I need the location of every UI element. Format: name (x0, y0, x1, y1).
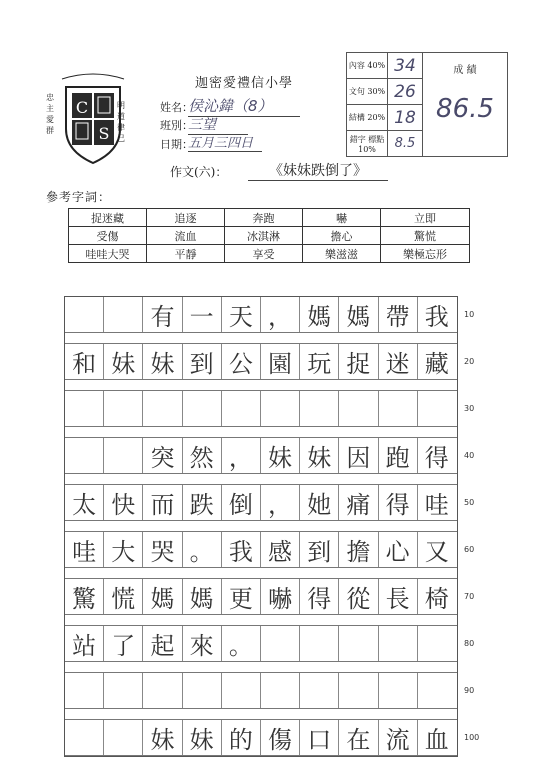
grid-cell (300, 391, 339, 426)
grid-cell (143, 391, 182, 426)
grid-cell: ， (222, 438, 261, 473)
grid-cell: ， (261, 297, 300, 332)
grid-gap-row (65, 662, 457, 673)
grid-cell (300, 673, 339, 708)
grid-cell: 心 (379, 532, 418, 567)
grid-cell (339, 626, 378, 661)
grid-row (65, 297, 457, 333)
grid-cell: 我 (222, 532, 261, 567)
total-score: 86.5 (436, 94, 494, 124)
grid-cell: 妹 (183, 720, 222, 755)
grid-cell: 長 (379, 579, 418, 614)
grid-row-number: 90 (464, 686, 475, 695)
date-value: 五月三四日 (188, 132, 262, 152)
score-typo: 8.5 (388, 131, 423, 157)
grid-cell: 感 (261, 532, 300, 567)
grid-cell: 妹 (104, 344, 143, 379)
score-content: 34 (388, 53, 423, 79)
grid-row-number: 20 (464, 357, 475, 366)
grid-cell (65, 673, 104, 708)
grid-row-number: 100 (464, 733, 480, 742)
grid-cell: 椅 (424, 585, 449, 613)
grid-cell: 倒 (222, 485, 261, 520)
grid-cell: 然 (183, 438, 222, 473)
grid-cell: 妹 (143, 720, 182, 755)
ref-word: 享受 (225, 245, 303, 263)
grid-cell: 。 (183, 532, 222, 567)
grid-gap-row (65, 615, 457, 626)
grid-cell: 得 (300, 579, 339, 614)
grid-cell: 妹 (143, 344, 182, 379)
grid-cell: 哇 (65, 532, 104, 567)
grid-cell (379, 391, 418, 426)
grid-cell: 起 (143, 626, 182, 661)
grid-cell: 園 (261, 344, 300, 379)
grid-gap-row (65, 709, 457, 720)
school-name: 迦密愛禮信小學 (195, 76, 294, 91)
ref-word: 擔心 (303, 227, 381, 245)
class-label: 班別： (160, 119, 193, 132)
ref-word: 樂滋滋 (303, 245, 381, 263)
ref-word: 平靜 (147, 245, 225, 263)
grid-cell: 痛 (339, 485, 378, 520)
grid-cell: 藏 (424, 350, 449, 378)
grid-cell: 妹 (261, 438, 300, 473)
grid-cell: 傷 (261, 720, 300, 755)
grid-cell: 站 (65, 626, 104, 661)
grid-cell: 。 (222, 626, 261, 661)
grid-cell: 口 (300, 720, 339, 755)
grid-cell (65, 391, 104, 426)
grid-cell (418, 391, 456, 426)
grid-row (65, 391, 457, 427)
grid-cell: 因 (339, 438, 378, 473)
grid-cell: 擔 (339, 532, 378, 567)
grid-row (65, 673, 457, 709)
grid-cell: 來 (183, 626, 222, 661)
ref-word: 冰淇淋 (225, 227, 303, 245)
ref-word: 立即 (381, 209, 470, 227)
grid-cell: 驚 (65, 579, 104, 614)
svg-text:S: S (98, 124, 110, 143)
grid-cell (183, 391, 222, 426)
name-label: 姓名： (160, 101, 193, 114)
composition-label: 作文(六)： (170, 165, 228, 179)
grid-cell: 在 (339, 720, 378, 755)
grid-cell: 突 (143, 438, 182, 473)
grid-cell: 嚇 (261, 579, 300, 614)
score-sentence: 26 (388, 79, 423, 105)
grid-gap-row (65, 474, 457, 485)
grid-cell (418, 673, 456, 708)
ref-word: 受傷 (69, 227, 147, 245)
score-label-typo: 錯字 標點 10% (347, 131, 388, 157)
reference-label: 參考字詞： (46, 190, 112, 204)
grid-cell (379, 673, 418, 708)
grid-cell: 到 (183, 344, 222, 379)
grid-cell: 得 (424, 444, 449, 472)
grid-cell (104, 673, 143, 708)
motto-right: 明道律己 (117, 101, 125, 143)
name-value: 侯沁鍏（8） (188, 95, 300, 117)
grid-cell: 到 (300, 532, 339, 567)
grid-cell: 慌 (104, 579, 143, 614)
grid-cell: 媽 (300, 297, 339, 332)
grid-cell: 跌 (183, 485, 222, 520)
grid-cell: 快 (104, 485, 143, 520)
ref-word: 追逐 (147, 209, 225, 227)
grid-row-number: 50 (464, 498, 475, 507)
grid-cell: 哇 (424, 491, 449, 519)
grid-row-number: 70 (464, 592, 475, 601)
grid-cell (418, 626, 456, 661)
grid-row (65, 438, 457, 474)
score-label-structure: 結構 20% (347, 105, 388, 131)
grid-cell: 大 (104, 532, 143, 567)
score-table (346, 52, 508, 157)
grid-row-number: 40 (464, 451, 475, 460)
grid-row (65, 720, 457, 756)
reference-table (68, 208, 470, 263)
grid-cell: 公 (222, 344, 261, 379)
grid-cell: 妹 (300, 438, 339, 473)
grid-cell (183, 673, 222, 708)
grid-cell (65, 438, 104, 473)
ref-word: 流血 (147, 227, 225, 245)
grid-row (65, 485, 457, 521)
grid-cell: 媽 (339, 297, 378, 332)
ref-word: 嚇 (303, 209, 381, 227)
grid-gap-row (65, 568, 457, 579)
grid-gap-row (65, 333, 457, 344)
grid-cell (104, 438, 143, 473)
grid-cell (222, 673, 261, 708)
grid-cell (65, 720, 104, 755)
grid-cell (65, 297, 104, 332)
grid-cell: 更 (222, 579, 261, 614)
grid-gap-row (65, 427, 457, 438)
grid-cell: 帶 (379, 297, 418, 332)
grid-cell (261, 391, 300, 426)
grid-cell (104, 297, 143, 332)
class-value: 三望 (188, 114, 248, 135)
grid-cell: 而 (143, 485, 182, 520)
total-score-cell (423, 53, 508, 157)
ref-word: 奔跑 (225, 209, 303, 227)
grid-row (65, 532, 457, 568)
grid-cell: 跑 (379, 438, 418, 473)
motto-left: 忠主愛群 (46, 93, 54, 135)
grid-cell: 流 (379, 720, 418, 755)
grid-cell: 得 (379, 485, 418, 520)
grid-cell: 哭 (143, 532, 182, 567)
ref-word: 捉迷藏 (69, 209, 147, 227)
grid-row-number: 30 (464, 404, 475, 413)
score-label-sentence: 文句 30% (347, 79, 388, 105)
grid-cell (261, 626, 300, 661)
grid-cell: 血 (424, 726, 449, 754)
grid-cell (261, 673, 300, 708)
grid-cell: 玩 (300, 344, 339, 379)
score-header: 成 績 (453, 65, 477, 76)
grid-cell (339, 391, 378, 426)
grid-cell (300, 626, 339, 661)
ref-word: 哇哇大哭 (69, 245, 147, 263)
grid-row-number: 10 (464, 310, 475, 319)
grid-cell: 的 (222, 720, 261, 755)
grid-cell: 我 (424, 303, 449, 331)
grid-cell: ， (261, 485, 300, 520)
grid-cell: 從 (339, 579, 378, 614)
grid-row (65, 344, 457, 380)
grid-cell: 了 (104, 626, 143, 661)
score-structure: 18 (388, 105, 423, 131)
grid-cell (379, 626, 418, 661)
grid-cell: 和 (65, 344, 104, 379)
grid-cell: 太 (65, 485, 104, 520)
grid-cell: 天 (222, 297, 261, 332)
grid-cell: 她 (300, 485, 339, 520)
composition-title: 《妹妹跌倒了》 (248, 160, 388, 181)
date-label: 日期： (160, 138, 193, 151)
writing-grid (64, 296, 458, 757)
grid-gap-row (65, 521, 457, 532)
grid-row-number: 60 (464, 545, 475, 554)
grid-cell: 捉 (339, 344, 378, 379)
score-label-content: 內容 40% (347, 53, 388, 79)
grid-row (65, 626, 457, 662)
ref-word: 樂極忘形 (381, 245, 470, 263)
grid-cell (222, 391, 261, 426)
grid-cell (104, 391, 143, 426)
grid-cell: 又 (424, 538, 449, 566)
grid-row-number: 80 (464, 639, 475, 648)
grid-cell: 媽 (143, 579, 182, 614)
grid-cell (143, 673, 182, 708)
grid-cell: 媽 (183, 579, 222, 614)
svg-text:C: C (75, 98, 89, 117)
grid-cell: 迷 (379, 344, 418, 379)
grid-row (65, 579, 457, 615)
grid-cell (339, 673, 378, 708)
ref-word: 驚慌 (381, 227, 470, 245)
grid-cell (104, 720, 143, 755)
grid-gap-row (65, 380, 457, 391)
grid-cell: 一 (183, 297, 222, 332)
grid-cell: 有 (143, 297, 182, 332)
